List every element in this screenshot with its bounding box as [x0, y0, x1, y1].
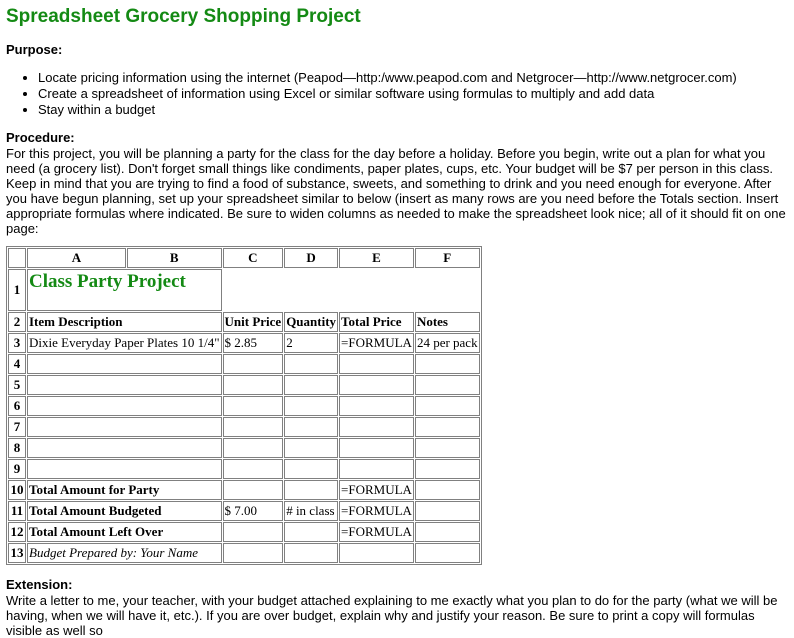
- empty-cell: [27, 354, 222, 374]
- extension-heading: Extension:: [6, 577, 73, 592]
- empty-cell: [223, 522, 284, 542]
- purpose-list: [6, 70, 788, 118]
- column-header-b: B: [127, 248, 222, 268]
- empty-cell: [339, 459, 414, 479]
- empty-cell: [223, 396, 284, 416]
- empty-cell: [415, 438, 480, 458]
- corner-cell: [8, 248, 26, 268]
- empty-cell: [415, 459, 480, 479]
- empty-cell: [284, 375, 338, 395]
- purpose-item: • Create a spreadsheet of information using Excel or similar software using formulas to multiply and add data: [38, 86, 788, 102]
- table-row: [8, 543, 480, 563]
- table-row: [8, 312, 480, 332]
- empty-cell: [284, 480, 338, 500]
- purpose-heading: Purpose:: [6, 42, 63, 57]
- column-header-row: [8, 248, 480, 268]
- empty-cell: [27, 396, 222, 416]
- row-number: 1: [8, 269, 26, 311]
- total-party-label: Total Amount for Party: [27, 480, 222, 500]
- empty-cell: [339, 417, 414, 437]
- empty-cell: [223, 375, 284, 395]
- budget-per-person-cell: $ 7.00: [223, 501, 284, 521]
- procedure-text: For this project, you will be planning a party for the class for the day before a holiday. Before you begin, write out a plan for what you need (a grocery list). Don't forget small things like condiments, paper plates, cups, etc. Your budget will be $7 per person in this class. Keep in mind that you are trying to find a food of substance, sweets, and something to drink and you need enough for everyone. After you have begun planning, set up your spreadsheet similar to below (insert as many rows are you need before the Totals section. Insert appropriate formulas where indicated. Be sure to widen columns as needed to make the spreadsheet look nice; all of it should fit on one page:: [6, 146, 786, 236]
- empty-cell: [27, 417, 222, 437]
- row-number: 9: [8, 459, 26, 479]
- empty-cell: [284, 354, 338, 374]
- empty-cell: [415, 480, 480, 500]
- table-row: [8, 480, 480, 500]
- empty-cell: [415, 375, 480, 395]
- total-party-formula: =FORMULA: [339, 480, 414, 500]
- empty-cell: [223, 438, 284, 458]
- column-header-f: F: [415, 248, 480, 268]
- page-title: Spreadsheet Grocery Shopping Project: [6, 6, 361, 27]
- left-over-label: Total Amount Left Over: [27, 522, 222, 542]
- empty-cell: [415, 501, 480, 521]
- empty-cell: [223, 354, 284, 374]
- purpose-item: • Locate pricing information using the internet (Peapod—http:/www.peapod.com and Netgrocer—http://www.netgrocer.com): [38, 70, 788, 86]
- empty-cell: [284, 396, 338, 416]
- sheet-title-cell: [27, 269, 222, 311]
- total-budgeted-label: Total Amount Budgeted: [27, 501, 222, 521]
- empty-cell: [284, 543, 338, 563]
- header-item-description: Item Description: [27, 312, 222, 332]
- header-total-price: Total Price: [339, 312, 414, 332]
- empty-cell: [27, 438, 222, 458]
- empty-cell: [339, 396, 414, 416]
- empty-cell: [223, 543, 284, 563]
- table-row: [8, 396, 480, 416]
- empty-cell: [415, 417, 480, 437]
- spreadsheet-example: [6, 246, 482, 565]
- row-number: 3: [8, 333, 26, 353]
- row-number: 7: [8, 417, 26, 437]
- empty-cell: [284, 459, 338, 479]
- row-number: 6: [8, 396, 26, 416]
- empty-cell: [284, 438, 338, 458]
- empty-cell: [223, 459, 284, 479]
- table-row: [8, 438, 480, 458]
- procedure-heading: Procedure:: [6, 130, 75, 145]
- column-header-a: A: [27, 248, 126, 268]
- column-header-d: D: [284, 248, 338, 268]
- empty-cell: [415, 396, 480, 416]
- total-price-cell: =FORMULA: [339, 333, 414, 353]
- empty-cell: [339, 375, 414, 395]
- item-description-cell: Dixie Everyday Paper Plates 10 1/4": [27, 333, 222, 353]
- empty-cell: [415, 522, 480, 542]
- table-row: [8, 459, 480, 479]
- empty-cell: [339, 438, 414, 458]
- empty-cell: [339, 354, 414, 374]
- header-quantity: Quantity: [284, 312, 338, 332]
- table-row: [8, 269, 480, 311]
- header-unit-price: Unit Price: [223, 312, 284, 332]
- sheet-title: Class Party Project: [29, 271, 186, 292]
- number-in-class-cell: # in class: [284, 501, 338, 521]
- empty-cell: [415, 354, 480, 374]
- left-over-formula: =FORMULA: [339, 522, 414, 542]
- empty-cell: [415, 543, 480, 563]
- total-budgeted-formula: =FORMULA: [339, 501, 414, 521]
- table-row: [8, 522, 480, 542]
- extension-text: Write a letter to me, your teacher, with your budget attached explaining to me exactly what you plan to do for the party (what we will be having, when we will have it, etc.). If you are over budget, explain why and justify your reason. Be sure to print a copy will formulas visible as well so: [6, 593, 778, 638]
- quantity-cell: 2: [284, 333, 338, 353]
- row-number: 11: [8, 501, 26, 521]
- row-number: 10: [8, 480, 26, 500]
- row-number: 4: [8, 354, 26, 374]
- empty-cell: [284, 522, 338, 542]
- row-number: 13: [8, 543, 26, 563]
- row-number: 12: [8, 522, 26, 542]
- row-number: 8: [8, 438, 26, 458]
- table-row: [8, 375, 480, 395]
- table-row: [8, 417, 480, 437]
- empty-cell: [27, 459, 222, 479]
- header-notes: Notes: [415, 312, 480, 332]
- column-header-e: E: [339, 248, 414, 268]
- table-row: [8, 354, 480, 374]
- row-number: 5: [8, 375, 26, 395]
- purpose-item: • Stay within a budget: [38, 102, 788, 118]
- table-row: [8, 333, 480, 353]
- empty-cell: [223, 417, 284, 437]
- column-header-c: C: [223, 248, 284, 268]
- empty-cell: [284, 417, 338, 437]
- table-row: [8, 501, 480, 521]
- row-number: 2: [8, 312, 26, 332]
- prepared-by-cell: Budget Prepared by: Your Name: [27, 543, 222, 563]
- empty-cell: [223, 269, 480, 311]
- notes-cell: 24 per pack: [415, 333, 480, 353]
- unit-price-cell: $ 2.85: [223, 333, 284, 353]
- empty-cell: [27, 375, 222, 395]
- empty-cell: [223, 480, 284, 500]
- empty-cell: [339, 543, 414, 563]
